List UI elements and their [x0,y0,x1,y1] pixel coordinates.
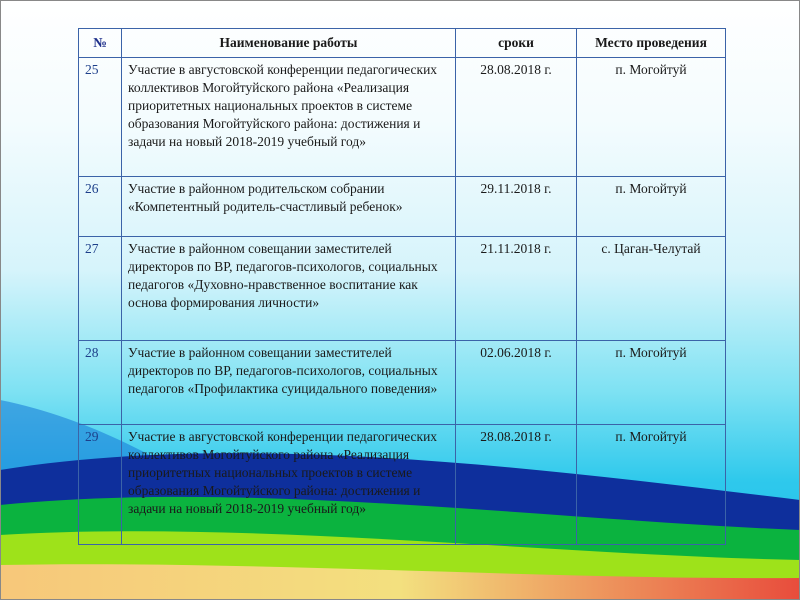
header-place: Место проведения [577,29,726,58]
row-number: 25 [79,58,122,177]
row-place: п. Могойтуй [577,425,726,545]
row-name: Участие в августовской конференции педагогических коллективов Могойтуйского района «Реализация приоритетных национальных проектов в системе образования Могойтуйского района: достижения и задачи на новый 2018-2019 учебный год» [122,425,456,545]
row-place: п. Могойтуй [577,341,726,425]
row-number: 29 [79,425,122,545]
row-name: Участие в районном совещании заместителей директоров по ВР, педагогов-психологов, социальных педагогов «Духовно-нравственное воспитание как основа формирования личности» [122,237,456,341]
events-table [78,28,726,545]
table-row [79,237,726,341]
header-name: Наименование работы [122,29,456,58]
header-number: № [79,29,122,58]
row-date: 28.08.2018 г. [456,425,577,545]
table-row [79,341,726,425]
row-date: 02.06.2018 г. [456,341,577,425]
row-place: с. Цаган-Челутай [577,237,726,341]
row-name: Участие в районном родительском собрании «Компетентный родитель-счастливый ребенок» [122,177,456,237]
row-number: 27 [79,237,122,341]
table-header-row [79,29,726,58]
row-number: 28 [79,341,122,425]
table-row [79,425,726,545]
table-row [79,58,726,177]
table-row [79,177,726,237]
row-number: 26 [79,177,122,237]
header-dates: сроки [456,29,577,58]
row-name: Участие в районном совещании заместителей директоров по ВР, педагогов-психологов, социальных педагогов «Профилактика суицидального поведения» [122,341,456,425]
row-place: п. Могойтуй [577,177,726,237]
row-name: Участие в августовской конференции педагогических коллективов Могойтуйского района «Реализация приоритетных национальных проектов в системе образования Могойтуйского района: достижения и задачи на новый 2018-2019 учебный год» [122,58,456,177]
row-date: 21.11.2018 г. [456,237,577,341]
row-date: 28.08.2018 г. [456,58,577,177]
row-date: 29.11.2018 г. [456,177,577,237]
row-place: п. Могойтуй [577,58,726,177]
